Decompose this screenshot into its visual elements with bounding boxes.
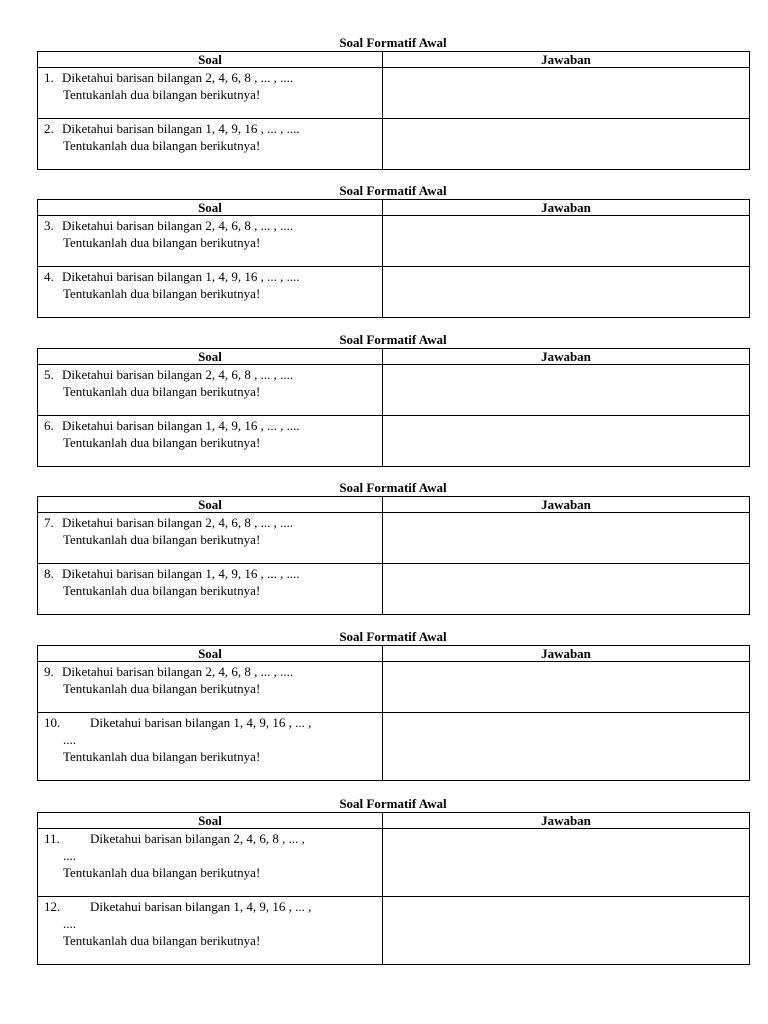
jawaban-header: Jawaban: [383, 646, 750, 662]
answer-cell[interactable]: [383, 713, 750, 781]
question-number: 4.: [44, 269, 54, 284]
answer-cell[interactable]: [383, 216, 750, 267]
question-number: 8.: [44, 566, 54, 581]
question-number: 3.: [44, 218, 54, 233]
answer-cell[interactable]: [383, 662, 750, 713]
question-text: Diketahui barisan bilangan 1, 4, 9, 16 , ... , ....: [62, 418, 300, 433]
question-cell: [38, 119, 383, 170]
question-text: Diketahui barisan bilangan 2, 4, 6, 8 , ... , ....: [62, 218, 294, 233]
header-row: [38, 646, 750, 662]
question-continuation: ....: [63, 848, 76, 863]
question-cell: [38, 897, 383, 965]
question-instruction: Tentukanlah dua bilangan berikutnya!: [63, 532, 261, 547]
header-row: [38, 497, 750, 513]
question-instruction: Tentukanlah dua bilangan berikutnya!: [63, 865, 261, 880]
worksheet-block-5: [37, 629, 749, 781]
question-number: 1.: [44, 70, 54, 85]
question-text: Diketahui barisan bilangan 1, 4, 9, 16 , ... , ....: [62, 566, 300, 581]
answer-cell[interactable]: [383, 267, 750, 318]
question-text: Diketahui barisan bilangan 2, 4, 6, 8 , ... , ....: [62, 515, 294, 530]
question-number: 12.: [44, 899, 61, 914]
question-table: [37, 812, 750, 965]
question-text: Diketahui barisan bilangan 1, 4, 9, 16 , ... , ....: [62, 269, 300, 284]
answer-cell[interactable]: [383, 513, 750, 564]
worksheet-block-6: [37, 796, 749, 965]
soal-header: Soal: [38, 497, 383, 513]
question-continuation: ....: [63, 916, 76, 931]
answer-cell[interactable]: [383, 564, 750, 615]
jawaban-header: Jawaban: [383, 497, 750, 513]
question-text: Diketahui barisan bilangan 1, 4, 9, 16 , ... ,: [90, 899, 312, 914]
answer-cell[interactable]: [383, 365, 750, 416]
table-row: [38, 365, 750, 416]
question-cell: [38, 68, 383, 119]
soal-header: Soal: [38, 646, 383, 662]
header-row: [38, 200, 750, 216]
worksheet-block-3: [37, 332, 749, 467]
block-title: Soal Formatif Awal: [339, 332, 447, 347]
block-title: Soal Formatif Awal: [339, 796, 447, 811]
question-table: [37, 496, 750, 615]
question-cell: [38, 713, 383, 781]
question-cell: [38, 564, 383, 615]
table-row: [38, 119, 750, 170]
soal-header: Soal: [38, 200, 383, 216]
question-number: 6.: [44, 418, 54, 433]
question-table: [37, 645, 750, 781]
question-instruction: Tentukanlah dua bilangan berikutnya!: [63, 435, 261, 450]
question-cell: [38, 829, 383, 897]
block-title: Soal Formatif Awal: [339, 629, 447, 644]
header-row: [38, 813, 750, 829]
question-text: Diketahui barisan bilangan 2, 4, 6, 8 , ... , ....: [62, 367, 294, 382]
header-row: [38, 349, 750, 365]
jawaban-header: Jawaban: [383, 813, 750, 829]
question-cell: [38, 365, 383, 416]
header-row: [38, 52, 750, 68]
table-row: [38, 416, 750, 467]
question-number: 9.: [44, 664, 54, 679]
worksheet-block-1: [37, 35, 749, 170]
question-text: Diketahui barisan bilangan 1, 4, 9, 16 , ... ,: [90, 715, 312, 730]
question-instruction: Tentukanlah dua bilangan berikutnya!: [63, 235, 261, 250]
jawaban-header: Jawaban: [383, 52, 750, 68]
question-text: Diketahui barisan bilangan 2, 4, 6, 8 , ... , ....: [62, 70, 294, 85]
question-instruction: Tentukanlah dua bilangan berikutnya!: [63, 87, 261, 102]
answer-cell[interactable]: [383, 829, 750, 897]
question-instruction: Tentukanlah dua bilangan berikutnya!: [63, 583, 261, 598]
question-instruction: Tentukanlah dua bilangan berikutnya!: [63, 286, 261, 301]
question-number: 11.: [44, 831, 60, 846]
table-row: [38, 897, 750, 965]
question-text: Diketahui barisan bilangan 2, 4, 6, 8 , ... , ....: [62, 664, 294, 679]
table-row: [38, 216, 750, 267]
soal-header: Soal: [38, 813, 383, 829]
question-number: 2.: [44, 121, 54, 136]
question-text: Diketahui barisan bilangan 1, 4, 9, 16 , ... , ....: [62, 121, 300, 136]
soal-header: Soal: [38, 349, 383, 365]
question-cell: [38, 216, 383, 267]
question-text: Diketahui barisan bilangan 2, 4, 6, 8 , ... ,: [90, 831, 305, 846]
answer-cell[interactable]: [383, 416, 750, 467]
question-table: [37, 199, 750, 318]
table-row: [38, 267, 750, 318]
question-number: 10.: [44, 715, 61, 730]
table-row: [38, 829, 750, 897]
question-instruction: Tentukanlah dua bilangan berikutnya!: [63, 681, 261, 696]
question-cell: [38, 267, 383, 318]
jawaban-header: Jawaban: [383, 349, 750, 365]
question-cell: [38, 416, 383, 467]
block-title: Soal Formatif Awal: [339, 35, 447, 50]
question-instruction: Tentukanlah dua bilangan berikutnya!: [63, 384, 261, 399]
answer-cell[interactable]: [383, 119, 750, 170]
table-row: [38, 713, 750, 781]
answer-cell[interactable]: [383, 68, 750, 119]
jawaban-header: Jawaban: [383, 200, 750, 216]
table-row: [38, 68, 750, 119]
table-row: [38, 513, 750, 564]
worksheet-block-4: [37, 480, 749, 615]
block-title: Soal Formatif Awal: [339, 183, 447, 198]
table-row: [38, 564, 750, 615]
question-table: [37, 51, 750, 170]
question-continuation: ....: [63, 732, 76, 747]
question-number: 7.: [44, 515, 54, 530]
question-cell: [38, 662, 383, 713]
question-instruction: Tentukanlah dua bilangan berikutnya!: [63, 749, 261, 764]
soal-header: Soal: [38, 52, 383, 68]
question-number: 5.: [44, 367, 54, 382]
question-instruction: Tentukanlah dua bilangan berikutnya!: [63, 933, 261, 948]
table-row: [38, 662, 750, 713]
answer-cell[interactable]: [383, 897, 750, 965]
block-title: Soal Formatif Awal: [339, 480, 447, 495]
question-table: [37, 348, 750, 467]
worksheet-block-2: [37, 183, 749, 318]
question-instruction: Tentukanlah dua bilangan berikutnya!: [63, 138, 261, 153]
question-cell: [38, 513, 383, 564]
